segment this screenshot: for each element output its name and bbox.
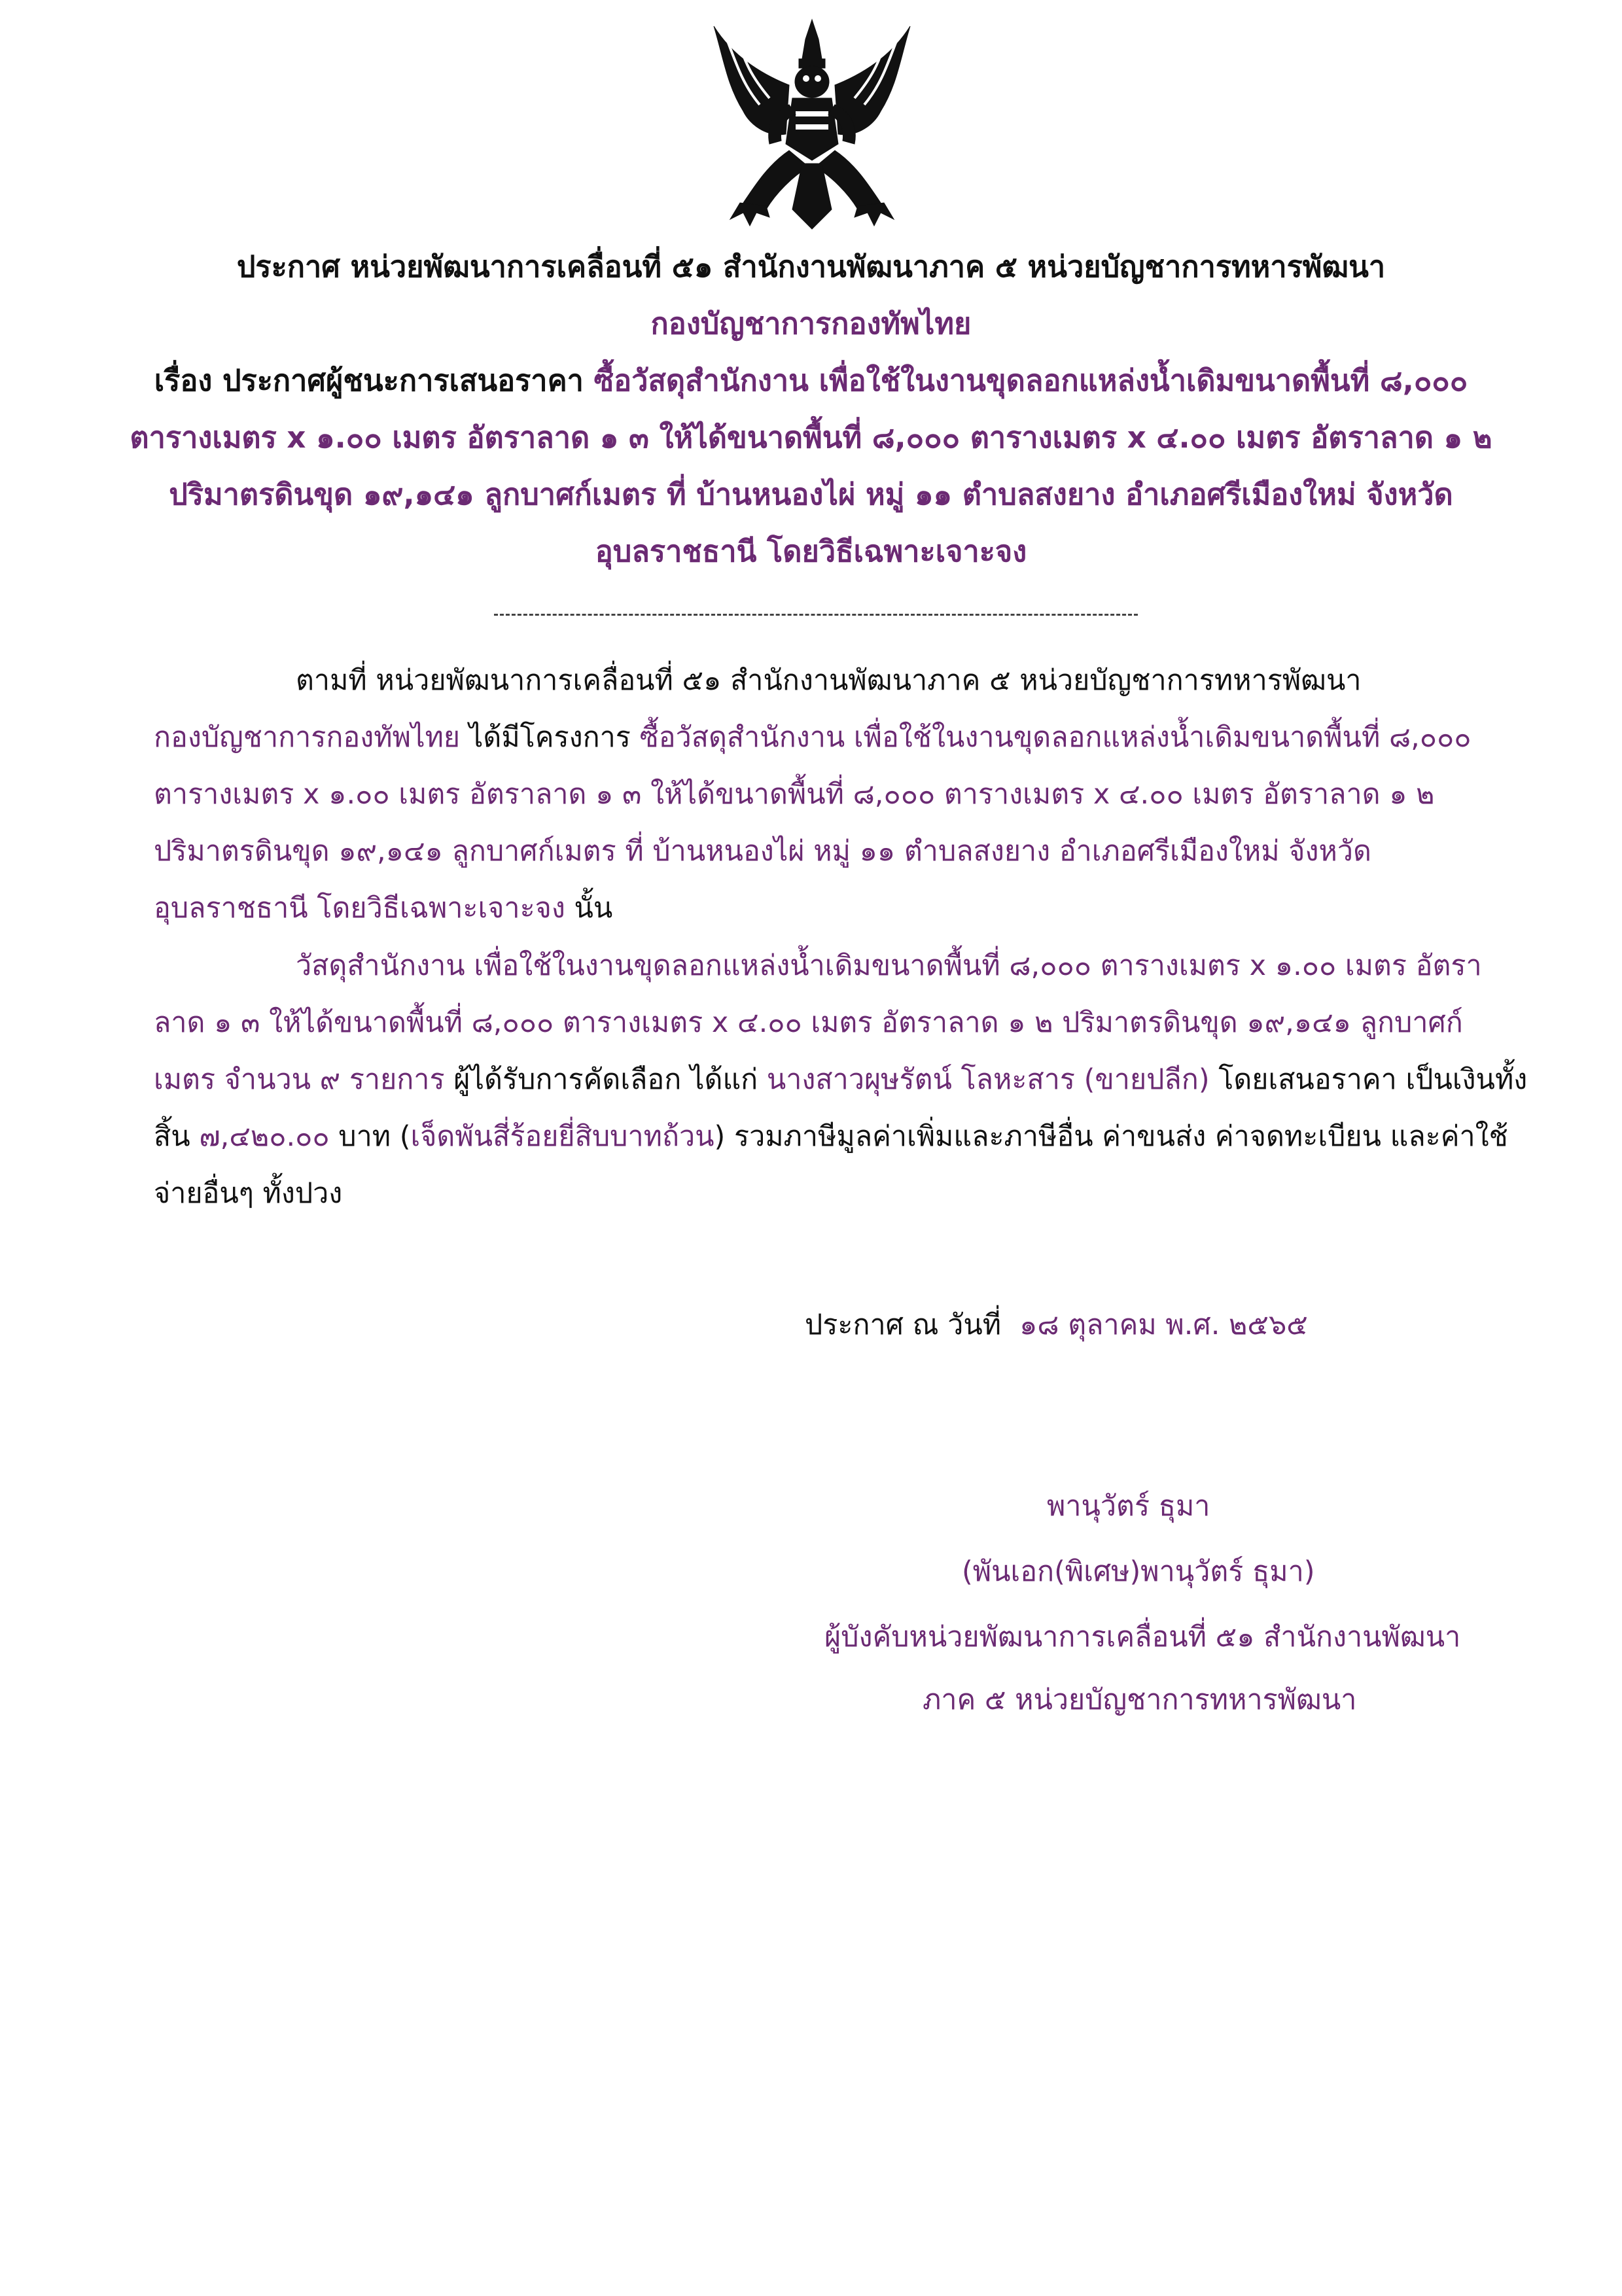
para2-line5: จ่ายอื่นๆ ทั้งปวง bbox=[154, 1177, 343, 1210]
subject-line-3: ปริมาตรดินขุด ๑๙,๑๔๑ ลูกบาศก์เมตร ที่ บ้านหนองไผ่ หมู่ ๑๑ ตำบลสงยาง อำเภอศรีเมืองใหม่ จังหวัด bbox=[169, 477, 1453, 512]
para2-total-label: สิ้น bbox=[154, 1120, 200, 1153]
subject-line-2: ตารางเมตร x ๑.๐๐ เมตร อัตราลาด ๑ ๓ ให้ได้ขนาดพื้นที่ ๘,๐๐๐ ตารางเมตร x ๔.๐๐ เมตร อัตราลาด ๑ ๒ bbox=[130, 420, 1492, 455]
signatory-position-line2: ภาค ๕ หน่วยบัญชาการทหารพัฒนา bbox=[923, 1684, 1357, 1716]
para2-item-count: เมตร จำนวน ๙ รายการ bbox=[154, 1063, 445, 1096]
para1-method: อุบลราชธานี โดยวิธีเฉพาะเจาะจง bbox=[154, 892, 565, 925]
para1-end: นั้น bbox=[565, 892, 613, 925]
para2-line4 bbox=[154, 1117, 1508, 1156]
para2-currency: บาท ( bbox=[329, 1120, 411, 1153]
para2-line1: วัสดุสำนักงาน เพื่อใช้ในงานขุดลอกแหล่งน้ำเดิมขนาดพื้นที่ ๘,๐๐๐ ตารางเมตร x ๑.๐๐ เมตร อัตรา bbox=[296, 949, 1482, 982]
subject-line-4: อุบลราชธานี โดยวิธีเฉพาะเจาะจง bbox=[595, 534, 1027, 569]
para2-price-label: โดยเสนอราคา เป็นเงินทั้ง bbox=[1209, 1063, 1528, 1096]
announcement-organization: กองบัญชาการกองทัพไทย bbox=[650, 306, 972, 341]
para2-amount-words: เจ็ดพันสี่ร้อยยี่สิบบาทถ้วน bbox=[410, 1120, 714, 1153]
date-value: ๑๘ ตุลาคม พ.ศ. ๒๕๖๕ bbox=[1019, 1309, 1308, 1341]
announcement-subject bbox=[118, 361, 1504, 400]
para1-line3: ตารางเมตร x ๑.๐๐ เมตร อัตราลาด ๑ ๓ ให้ได้ขนาดพื้นที่ ๘,๐๐๐ ตารางเมตร x ๔.๐๐ เมตร อัตราลาด ๑ ๒ bbox=[154, 778, 1435, 811]
para1-organization: กองบัญชาการกองทัพไทย bbox=[154, 721, 461, 754]
subject-title: ซื้อวัสดุสำนักงาน เพื่อใช้ในงานขุดลอกแหล่งน้ำเดิมขนาดพื้นที่ ๘,๐๐๐ bbox=[593, 363, 1468, 398]
dashed-divider bbox=[494, 614, 1138, 616]
para1-project-intro: ได้มีโครงการ bbox=[460, 721, 640, 754]
signatory-full-name: (พันเอก(พิเศษ)พานุวัตร์ ธุมา) bbox=[962, 1555, 1315, 1588]
signatory-position-line1: ผู้บังคับหน่วยพัฒนาการเคลื่อนที่ ๕๑ สำนักงานพัฒนา bbox=[824, 1621, 1461, 1653]
para1-project-title: ซื้อวัสดุสำนักงาน เพื่อใช้ในงานขุดลอกแหล่งน้ำเดิมขนาดพื้นที่ ๘,๐๐๐ bbox=[639, 721, 1472, 754]
subject-prefix: เรื่อง ประกาศผู้ชนะการเสนอราคา bbox=[154, 363, 594, 398]
para2-line3 bbox=[154, 1060, 1527, 1099]
announcement-heading: ประกาศ หน่วยพัฒนาการเคลื่อนที่ ๕๑ สำนักงานพัฒนาภาค ๕ หน่วยบัญชาการทหารพัฒนา bbox=[236, 249, 1386, 284]
date-label: ประกาศ ณ วันที่ bbox=[805, 1309, 1002, 1341]
announcement-date bbox=[805, 1305, 1308, 1345]
para1-line2 bbox=[154, 718, 1472, 757]
para1-line4: ปริมาตรดินขุด ๑๙,๑๔๑ ลูกบาศก์เมตร ที่ บ้านหนองไผ่ หมู่ ๑๑ ตำบลสงยาง อำเภอศรีเมืองใหม่ จังหวัด bbox=[154, 835, 1371, 868]
para2-line2: ลาด ๑ ๓ ให้ได้ขนาดพื้นที่ ๘,๐๐๐ ตารางเมตร x ๔.๐๐ เมตร อัตราลาด ๑ ๒ ปริมาตรดินขุด ๑๙,๑๔๑ ลูกบาศก์ bbox=[154, 1006, 1463, 1039]
para2-tax-note: ) รวมภาษีมูลค่าเพิ่มและภาษีอื่น ค่าขนส่ง ค่าจดทะเบียน และค่าใช้ bbox=[714, 1120, 1508, 1153]
para1-line1: ตามที่ หน่วยพัฒนาการเคลื่อนที่ ๕๑ สำนักงานพัฒนาภาค ๕ หน่วยบัญชาการทหารพัฒนา bbox=[296, 664, 1362, 697]
garuda-emblem bbox=[704, 13, 920, 239]
para2-amount: ๗,๔๒๐.๐๐ bbox=[199, 1120, 330, 1153]
para2-winner-name: นางสาวผุษรัตน์ โลหะสาร (ขายปลีก) bbox=[766, 1063, 1210, 1096]
para2-selected-label: ผู้ได้รับการคัดเลือก ได้แก่ bbox=[444, 1063, 767, 1096]
signed-name: พานุวัตร์ ธุมา bbox=[1047, 1490, 1210, 1523]
para1-line5 bbox=[154, 889, 612, 928]
